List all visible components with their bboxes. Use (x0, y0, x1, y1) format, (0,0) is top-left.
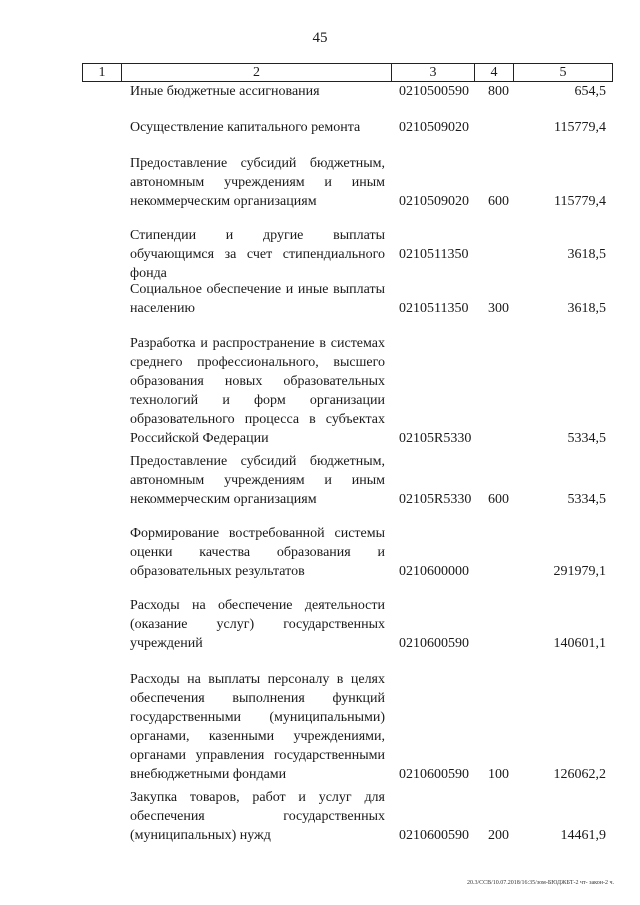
row-amount: 5334,5 (567, 492, 606, 507)
row-amount: 291979,1 (553, 564, 606, 579)
footer-note: 20.3/ССВ/10.07.2018/16:35/зом-БЮДЖБТ-2 чт- закон-2 ч. (466, 880, 614, 886)
row-type: 100 (488, 767, 509, 782)
row-description: Разработка и распространение в системах среднего профессионального, высшего образования новых образовательных технологий и форм организации образовательного процесса в субъектах Российской Федерации (130, 336, 385, 446)
row-amount: 14461,9 (560, 828, 606, 843)
row-description: Социальное обеспечение и иные выплаты населению (130, 282, 385, 316)
row-description: Предоставление субсидий бюджетным, автономным учреждениям и иным некоммерческим организациям (130, 156, 385, 209)
row-amount: 115779,4 (554, 194, 606, 209)
row-description: Стипендии и другие выплаты обучающимся за счет стипендиального фонда (130, 228, 385, 281)
row-code: 0210509020 (399, 194, 469, 209)
row-amount: 3618,5 (567, 247, 606, 262)
row-type: 200 (488, 828, 509, 843)
row-amount: 115779,4 (554, 120, 606, 135)
page-number: 45 (312, 30, 328, 46)
row-code: 02105R5330 (399, 431, 472, 446)
row-description: Формирование востребованной системы оценки качества образования и образовательных результатов (130, 526, 385, 579)
row-description: Предоставление субсидий бюджетным, автономным учреждениям и иным некоммерческим организациям (130, 454, 385, 507)
row-code: 0210600590 (399, 767, 469, 782)
row-amount: 5334,5 (567, 431, 606, 446)
row-type: 300 (488, 301, 509, 316)
row-type: 600 (488, 492, 509, 507)
row-code: 0210500590 (399, 84, 469, 99)
header-col-3: 3 (392, 64, 475, 82)
row-description: Расходы на обеспечение деятельности (оказание услуг) государственных учреждений (130, 598, 385, 651)
row-code: 0210600590 (399, 636, 469, 651)
row-code: 0210600590 (399, 828, 469, 843)
header-col-4: 4 (475, 64, 514, 82)
header-col-2: 2 (122, 64, 392, 82)
row-code: 0210511350 (399, 247, 469, 262)
row-code: 02105R5330 (399, 492, 472, 507)
row-amount: 126062,2 (553, 767, 606, 782)
row-amount: 654,5 (574, 84, 606, 99)
table-header (82, 63, 613, 82)
row-description: Расходы на выплаты персоналу в целях обеспечения выполнения функций государственными (муниципальными) органами, казенными учреждениями, органами управления государственными внебюджетными фондами (130, 672, 385, 782)
row-code: 0210509020 (399, 120, 469, 135)
row-code: 0210600000 (399, 564, 469, 579)
row-code: 0210511350 (399, 301, 469, 316)
row-type: 600 (488, 194, 509, 209)
header-col-1: 1 (83, 64, 122, 82)
row-amount: 3618,5 (567, 301, 606, 316)
row-amount: 140601,1 (553, 636, 606, 651)
row-description: Закупка товаров, работ и услуг для обеспечения государственных (муниципальных) нужд (130, 790, 385, 843)
row-description: Иные бюджетные ассигнования (130, 84, 320, 99)
row-description: Осуществление капитального ремонта (130, 120, 361, 135)
header-col-5: 5 (514, 64, 613, 82)
row-type: 800 (488, 84, 509, 99)
